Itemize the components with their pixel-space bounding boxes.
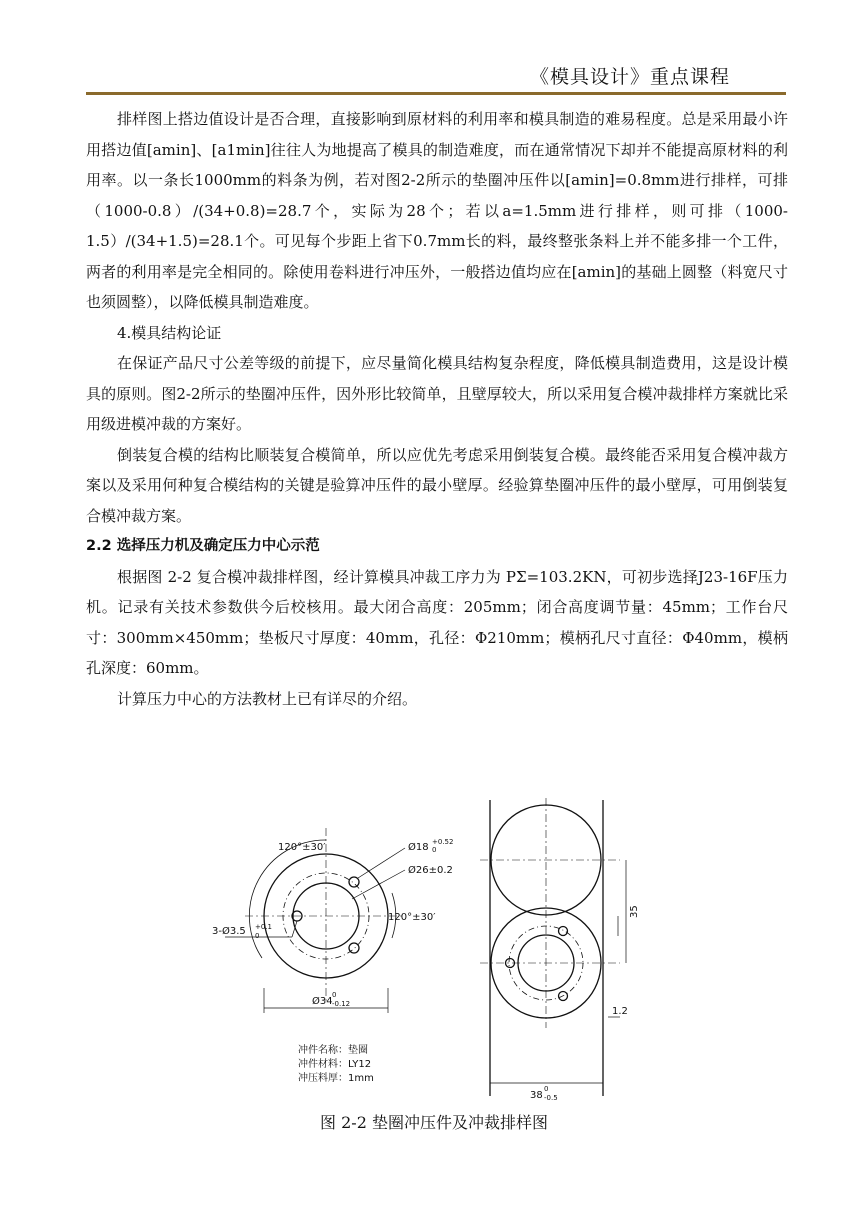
note-thickness: 冲压料厚：1mm [298,1073,374,1084]
paragraph-inverted-die: 倒装复合模的结构比顺装复合模简单，所以应优先考虑采用倒装复合模。最终能否采用复合模冲裁方案以及采用何种复合模结构的关键是验算冲压件的最小壁厚。经验算垫圈冲压件的最小壁厚，可用倒装复合模冲裁方案。 [86,445,788,525]
strip-layout [480,798,626,1096]
paragraph-center: 计算压力中心的方法教材上已有详尽的介绍。 [117,689,418,708]
section-heading: 2.2 选择压力机及确定压力中心示范 [86,538,320,554]
angle-label-top: 120°±30′ [278,842,326,853]
paragraph-press: 根据图 2-2 复合模冲裁排样图，经计算模具冲裁工序力为 PΣ=103.2KN，可初步选择J23-16F压力机。记录有关技术参数供今后校核用。最大闭合高度：205mm；闭合高度调节量：45mm；工作台尺寸：300mm×450mm；垫板尺寸厚度：40mm，孔径：Φ210mm；模柄孔尺寸直径：Φ40mm，模柄孔深度：60mm。 [86,567,788,677]
svg-text:0: 0 [432,846,437,854]
note-material: 冲件材料：LY12 [298,1059,372,1070]
heading-structure: 4.模具结构论证 [117,323,222,342]
width-label: 38 [530,1090,543,1101]
engineering-drawing [200,798,640,1103]
svg-text:-0.12: -0.12 [332,1000,351,1008]
body-text [86,104,788,714]
small-hole-top [349,877,359,887]
svg-text:+0.1: +0.1 [255,923,272,931]
paragraph-layout-margin: 排样图上搭边值设计是否合理，直接影响到原材料的利用率和模具制造的难易程度。总是采用最小许用搭边值[amin]、[a1min]往往人为地提高了模具的制造难度，而在通常情况下却并不能提高原材料的利用率。以一条长1000mm的料条为例，若对图2-2所示的垫圈冲压件以[amin]=0.8mm进行排样，可排（1000-0.8）/(34+0.8)=28.7个，实际为28个；若以a=1.5mm进行排样，则可排（1000-1.5）/(34+1.5)=28.1个。可见每个步距上省下0.7mm长的料，最终整张条料上并不能多排一个工件，两者的利用率是完全相同的。除使用卷料进行冲压外，一般搭边值均应在[amin]的基础上圆整（料宽尺寸也须圆整），以降低模具制造难度。 [86,110,788,311]
header-title: 《模具设计》重点课程 [529,66,730,88]
svg-text:0: 0 [332,991,337,999]
outer-diameter-label: Ø34 [312,996,333,1007]
page-header [86,56,786,95]
small-holes-label: 3-Ø3.5 [212,926,246,937]
note-name: 冲件名称：垫圈 [298,1045,368,1056]
figure-2-2 [200,798,640,1103]
edge-label: 1.2 [612,1006,628,1017]
svg-text:0: 0 [255,932,260,940]
pitch-label: 35 [629,905,640,918]
paragraph-structure: 在保证产品尺寸公差等级的前提下，应尽量简化模具结构复杂程度，降低模具制造费用，这是设计模具的原则。图2-2所示的垫圈冲压件，因外形比较简单，且壁厚较大，所以采用复合模冲裁排样方案就比采用级进模冲裁的方案好。 [86,354,788,433]
mid-diameter-label: Ø26±0.2 [408,865,453,876]
hole-dimension-top: Ø18 [408,842,429,853]
figure-caption: 图 2-2 垫圈冲压件及冲裁排样图 [320,1113,548,1132]
svg-text:0: 0 [544,1085,549,1093]
svg-text:-0.5: -0.5 [544,1094,558,1102]
angle-label-right: 120°±30′ [388,912,436,923]
svg-text:+0.52: +0.52 [432,838,454,846]
small-hole-bottom [349,943,359,953]
